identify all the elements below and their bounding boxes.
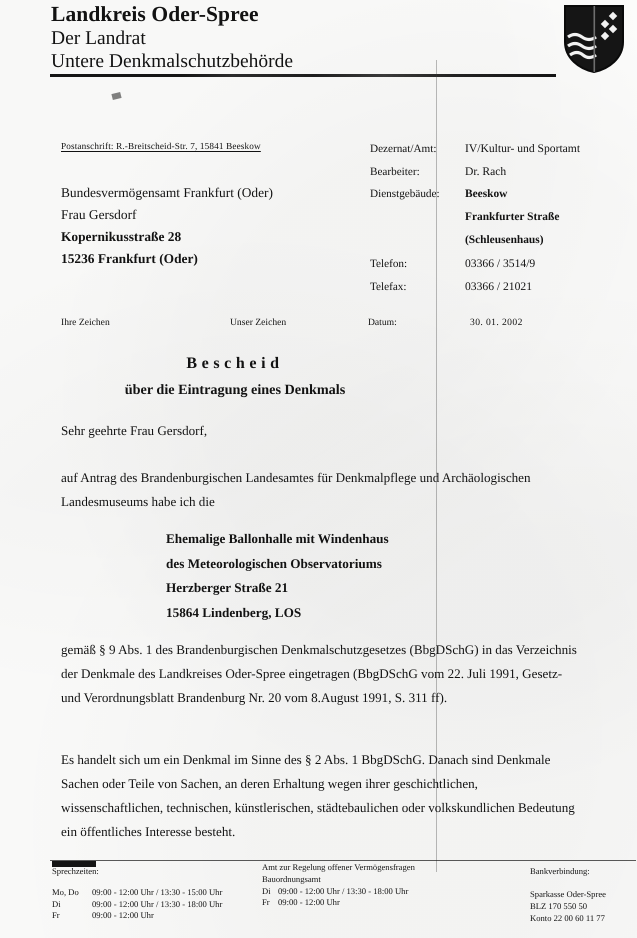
telefax-value: 03366 / 21021 [465,280,532,293]
coat-of-arms-icon [563,4,625,74]
recipient-organization: Bundesvermögensamt Frankfurt (Oder) [61,185,273,200]
dezernat-label: Dezernat/Amt: [370,143,437,155]
bank-name: Sparkasse Oder-Spree [530,888,606,899]
office-hours-value: 09:00 - 12:00 Uhr / 13:30 - 18:00 Uhr [278,885,409,896]
organization-subtitle: Der Landrat [51,28,146,49]
dienstgebaeude-label: Dienstgebäude: [370,188,440,200]
sprechzeiten-row [52,910,222,922]
return-address-line: Postanschrift: R.-Breitscheid-Str. 7, 15841 Beeskow [61,141,261,151]
reference-row [0,317,637,333]
meta-row-telefon [370,257,632,280]
dezernat-value: IV/Kultur- und Sportamt [465,142,581,155]
monument-affiliation: des Meteorologischen Observatoriums [166,555,382,571]
document-title: Bescheid [186,355,284,372]
footer-other-offices [262,862,415,909]
recipient-street: Kopernikusstraße 28 [61,229,182,244]
bearbeiter-value: Dr. Rach [465,165,507,178]
sprechzeiten-hours: 09:00 - 12:00 Uhr / 13:30 - 18:00 Uhr [92,898,223,909]
footer-bank-details [530,866,606,924]
monument-description [166,527,566,625]
meta-row-bearbeiter [370,165,632,188]
organization-department: Untere Denkmalschutzbehörde [51,51,294,72]
recipient-address [61,182,421,270]
sprechzeiten-heading: Sprechzeiten: [52,866,99,876]
letterhead [51,2,471,74]
sprechzeiten-hours: 09:00 - 12:00 Uhr [92,910,154,921]
dienstgebaeude-value-2: Frankfurter Straße [465,211,560,223]
bank-konto: Konto 22 00 60 11 77 [530,913,605,924]
office-hours-day: Fr [262,897,270,908]
sprechzeiten-row [52,887,222,899]
meta-row-dienstgebaeude [370,188,632,211]
telefon-label: Telefon: [370,258,408,270]
bearbeiter-label: Bearbeiter: [370,166,420,178]
office-hours-row [262,897,415,909]
datum-label: Datum: [368,317,397,328]
bank-blz: BLZ 170 550 50 [530,901,588,911]
sprechzeiten-day: Fr [52,910,60,921]
header-divider [50,74,556,77]
meta-row-dienstgebaeude-2 [370,211,632,234]
telefon-value: 03366 / 3514/9 [465,257,536,270]
office-hours-value: 09:00 - 12:00 Uhr [278,897,340,908]
sprechzeiten-row [52,899,222,911]
monument-city: 15864 Lindenberg, LOS [166,604,302,620]
sprechzeiten-day: Mo, Do [52,886,79,897]
document-subtitle: über die Eintragung eines Denkmals [124,382,346,398]
office-bauordnungsamt: Bauordnungsamt [262,873,321,884]
paragraph-legal-basis: gemäß § 9 Abs. 1 des Brandenburgischen Denkmalschutzgesetzes (BbgDSchG) in das Verzeichnis der Denkmale des Landkreises Oder-Spree eingetragen (BbgDSchG vom 22. Juli 1991, Gesetz- und Verordnungsblatt Brandenburg Nr. 20 vom 8.August 1991, S. 311 ff). [61,642,577,705]
monument-name: Ehemalige Ballonhalle mit Windenhaus [166,531,389,546]
sprechzeiten-hours: 09:00 - 12:00 Uhr / 13:30 - 15:00 Uhr [92,886,223,897]
monument-street: Herzberger Straße 21 [166,580,289,595]
footer-divider [50,860,636,861]
ihre-zeichen-label: Ihre Zeichen [61,317,110,328]
recipient-city: 15236 Frankfurt (Oder) [61,251,198,266]
scan-artifact [111,92,121,100]
unser-zeichen-label: Unser Zeichen [230,317,287,328]
dienstgebaeude-value-1: Beeskow [465,188,508,200]
paragraph-application: auf Antrag des Brandenburgischen Landesamtes für Denkmalpflege und Archäologischen Landesmuseums habe ich die [61,470,531,509]
bankverbindung-heading: Bankverbindung: [530,866,590,876]
meta-row-telefax [370,280,632,303]
organization-name: Landkreis Oder-Spree [51,2,259,26]
footer-office-hours [52,866,222,922]
office-vermoegensfragen: Amt zur Regelung offener Vermögensfragen [262,862,415,872]
sender-details [370,142,632,303]
sprechzeiten-day: Di [52,898,61,909]
office-hours-row [262,886,415,898]
dienstgebaeude-value-3: (Schleusenhaus) [465,234,544,246]
datum-value: 30. 01. 2002 [470,317,523,328]
telefax-label: Telefax: [370,281,407,293]
paragraph-definition: Es handelt sich um ein Denkmal im Sinne des § 2 Abs. 1 BbgDSchG. Danach sind Denkmale Sachen oder Teile von Sachen, an deren Erhaltung wegen ihrer geschichtlichen, wissenschaftlichen, technischen, künstlerischen, städtebaulichen oder volkskundlichen Bedeutung ein öffentliches Interesse besteht. [61,752,575,839]
meta-row-dienstgebaeude-3 [370,234,632,257]
meta-row-dezernat [370,142,632,165]
recipient-person: Frau Gersdorf [61,207,137,222]
salutation: Sehr geehrte Frau Gersdorf, [61,423,208,438]
office-hours-day: Di [262,885,271,896]
